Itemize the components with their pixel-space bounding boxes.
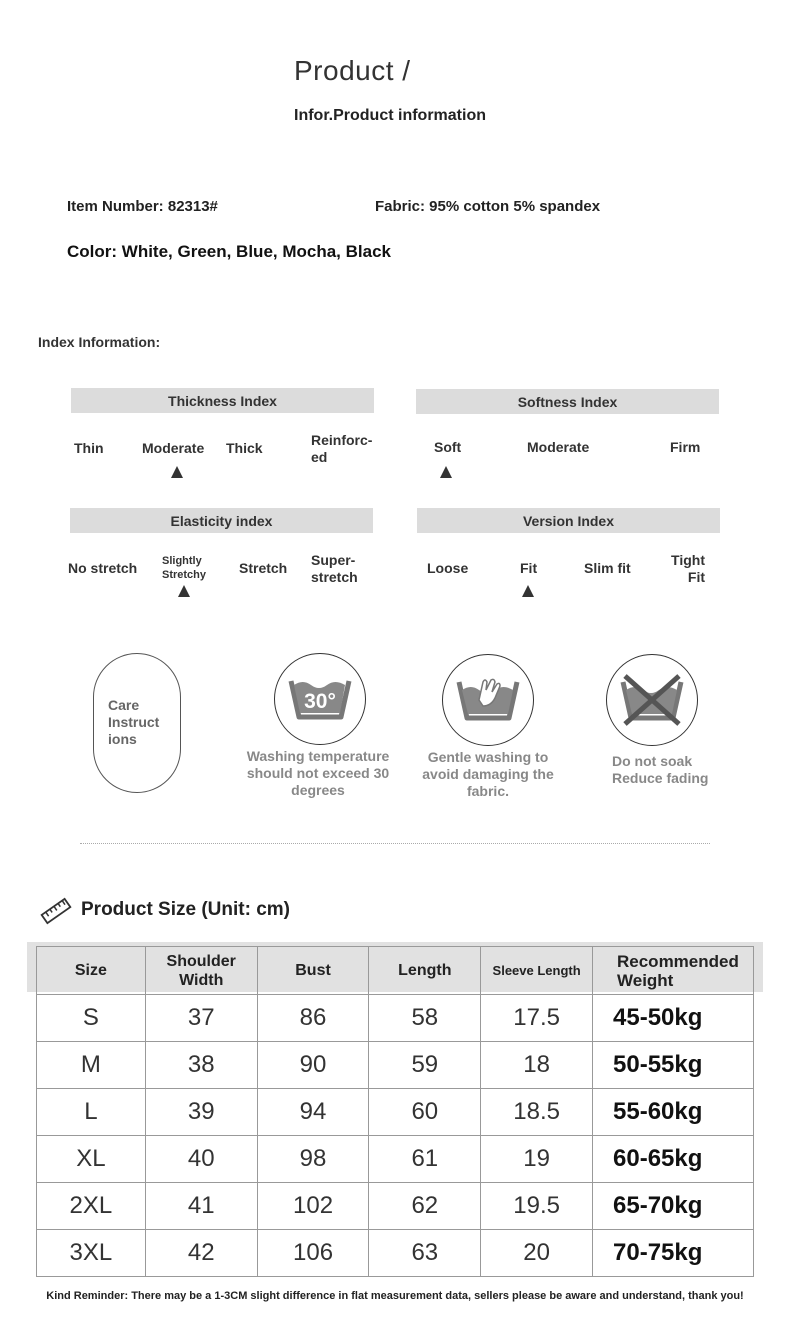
size-table: [36, 946, 754, 1277]
table-row: [37, 1042, 754, 1089]
index-section-label: Index Information:: [38, 334, 161, 350]
version-index-bar: [417, 508, 720, 533]
page-title: Product /: [294, 55, 411, 86]
elasticity-index-title: Elasticity index: [170, 512, 273, 529]
version-option-tight-fit: Tight Fit: [671, 552, 705, 585]
cell-weight: 45-50kg: [593, 995, 754, 1042]
softness-option-soft: Soft: [434, 439, 462, 455]
thickness-index-title: Thickness Index: [168, 392, 277, 409]
cell-bust: 86: [257, 995, 369, 1042]
thickness-selected-marker: [171, 466, 183, 478]
cell-shoulder: 39: [145, 1089, 257, 1136]
table-row: [37, 1136, 754, 1183]
cell-bust: 90: [257, 1042, 369, 1089]
cell-size: L: [37, 1089, 146, 1136]
thickness-option-thin: Thin: [74, 440, 104, 456]
cell-sleeve: 19.5: [481, 1183, 593, 1230]
header-bust: Bust: [257, 947, 369, 995]
cell-bust: 106: [257, 1230, 369, 1277]
thickness-option-thick: Thick: [226, 440, 263, 456]
softness-selected-marker: [440, 466, 452, 478]
header-sleeve-length: Sleeve Length: [481, 947, 593, 995]
cell-size: XL: [37, 1136, 146, 1183]
elasticity-option-no-stretch: No stretch: [68, 560, 138, 576]
size-table-title: Product Size (Unit: cm): [81, 899, 291, 920]
cell-bust: 98: [257, 1136, 369, 1183]
header-length: Length: [369, 947, 481, 995]
version-option-loose: Loose: [427, 560, 469, 576]
thickness-option-moderate: Moderate: [142, 440, 205, 456]
gentle-wash-caption: Gentle washing to avoid damaging the fabric.: [422, 749, 554, 799]
item-number: Item Number: 82313#: [67, 198, 218, 215]
wash-temperature-badge: 30°: [304, 690, 336, 713]
section-divider: [80, 843, 710, 844]
table-row: [37, 1089, 754, 1136]
cell-shoulder: 41: [145, 1183, 257, 1230]
softness-index-title: Softness Index: [517, 393, 618, 410]
cell-weight: 70-75kg: [593, 1230, 754, 1277]
wash-30-degrees-icon: [274, 653, 366, 745]
hand-wash-icon: [442, 654, 534, 746]
cell-bust: 102: [257, 1183, 369, 1230]
cell-size: 2XL: [37, 1183, 146, 1230]
cell-length: 63: [369, 1230, 481, 1277]
elasticity-option-slightly-stretchy: Slightly Stretchy: [162, 555, 207, 581]
header-size: Size: [37, 947, 146, 995]
cell-size: 3XL: [37, 1230, 146, 1277]
header-shoulder-width: Shoulder Width: [145, 947, 257, 995]
do-not-soak-caption: Do not soak Reduce fading: [612, 753, 709, 786]
header-recommended-weight: Recommended Weight: [593, 947, 754, 995]
cell-sleeve: 18.5: [481, 1089, 593, 1136]
version-option-fit: Fit: [520, 560, 538, 576]
care-instructions-label: Care Instruct ions: [108, 697, 160, 747]
cell-shoulder: 37: [145, 995, 257, 1042]
page-subtitle: Infor.Product information: [294, 107, 486, 124]
kind-reminder: Kind Reminder: There may be a 1-3CM slight difference in flat measurement data, sellers please be aware and understand, thank you!: [46, 1290, 744, 1302]
elasticity-option-super-stretch: Super- stretch: [311, 552, 358, 585]
cell-length: 58: [369, 995, 481, 1042]
cell-bust: 94: [257, 1089, 369, 1136]
softness-index-bar: [416, 389, 719, 414]
cell-length: 59: [369, 1042, 481, 1089]
cell-shoulder: 38: [145, 1042, 257, 1089]
do-not-soak-icon: [606, 654, 698, 746]
wash-temperature-caption: Washing temperature should not exceed 30 degrees: [246, 748, 390, 798]
cell-size: M: [37, 1042, 146, 1089]
cell-length: 61: [369, 1136, 481, 1183]
color-info: Color: White, Green, Blue, Mocha, Black: [67, 242, 391, 261]
ruler-icon: [40, 895, 72, 932]
cell-shoulder: 42: [145, 1230, 257, 1277]
cell-sleeve: 20: [481, 1230, 593, 1277]
version-option-slim-fit: Slim fit: [584, 560, 631, 576]
cell-sleeve: 19: [481, 1136, 593, 1183]
version-index-title: Version Index: [522, 512, 615, 529]
table-row: [37, 995, 754, 1042]
cell-sleeve: 17.5: [481, 995, 593, 1042]
thickness-index-bar: [71, 388, 374, 413]
cell-weight: 60-65kg: [593, 1136, 754, 1183]
cell-weight: 65-70kg: [593, 1183, 754, 1230]
cell-weight: 50-55kg: [593, 1042, 754, 1089]
elasticity-option-stretch: Stretch: [239, 560, 288, 576]
cell-weight: 55-60kg: [593, 1089, 754, 1136]
thickness-option-reinforced: Reinforc- ed: [311, 432, 373, 465]
table-row: [37, 1183, 754, 1230]
fabric-info: Fabric: 95% cotton 5% spandex: [375, 198, 601, 215]
cell-length: 62: [369, 1183, 481, 1230]
softness-option-firm: Firm: [670, 439, 701, 455]
elasticity-index-bar: [70, 508, 373, 533]
table-row: [37, 1230, 754, 1277]
cell-sleeve: 18: [481, 1042, 593, 1089]
softness-option-moderate: Moderate: [527, 439, 590, 455]
size-table-header-row: [37, 947, 754, 995]
cell-shoulder: 40: [145, 1136, 257, 1183]
version-selected-marker: [522, 585, 534, 597]
cell-length: 60: [369, 1089, 481, 1136]
cell-size: S: [37, 995, 146, 1042]
elasticity-selected-marker: [178, 585, 190, 597]
